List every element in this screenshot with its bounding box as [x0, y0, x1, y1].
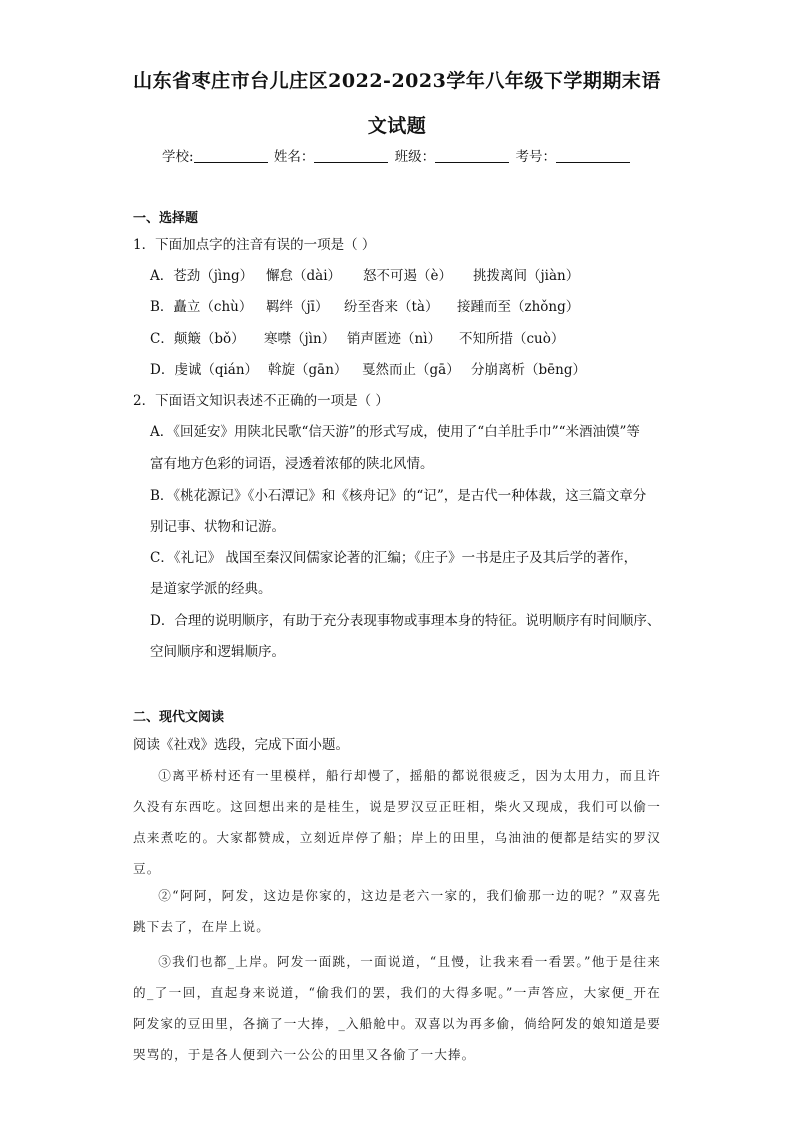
number-label: 考号：	[515, 149, 556, 165]
name-label: 姓名：	[273, 149, 315, 165]
q1-option-b[interactable]: B．矗立（chù） 羁绊（jī） 纷至沓来（tà） 接踵而至（zhǒng）	[150, 299, 580, 315]
q2-option-c-cont: 是道家学派的经典。	[150, 581, 272, 597]
section-heading-choice: 一、选择题	[133, 211, 199, 226]
q2-option-a-cont: 富有地方色彩的词语，浸透着浓郁的陕北风情。	[150, 456, 434, 472]
q2-option-a[interactable]: A．《回延安》用陕北民歌“信天游”的形式写成，使用了“白羊肚手巾”“米酒油馍”等	[150, 424, 640, 440]
q1-option-a[interactable]: A．苍劲（jìng） 懈怠（dài） 怒不可遏（è） 挑拨离间（jiàn）	[150, 268, 580, 284]
q2-option-d-cont: 空间顺序和逻辑顺序。	[150, 644, 285, 660]
q2-option-c[interactable]: C．《礼记》 战国至秦汉间儒家论著的汇编；《庄子》一书是庄子及其后学的著作，	[150, 550, 638, 566]
class-blank[interactable]	[435, 148, 509, 163]
q1-option-d[interactable]: D．虔诚（qián） 斡旋（gān） 戛然而止（gā） 分崩离析（bēng）	[150, 362, 586, 378]
exam-title-line2: 文试题	[367, 115, 427, 137]
q2-option-b-cont: 别记事、状物和记游。	[150, 519, 285, 535]
q1-option-c[interactable]: C．颠簸（bǒ） 寒噤（jìn） 销声匿迹（nì） 不知所措（cuò）	[150, 331, 565, 347]
passage-paragraph-2: ②“阿阿，阿发，这边是你家的，这边是老六一家的，我们偷那一边的呢？”双喜先跳下去了，在岸上说。	[133, 888, 661, 934]
reading-intro: 阅读《社戏》选段，完成下面小题。	[133, 737, 349, 753]
exam-title-line1: 山东省枣庄市台儿庄区2022-2023学年八年级下学期期末语	[133, 70, 661, 92]
q2-option-d[interactable]: D．合理的说明顺序，有助于充分表现事物或事理本身的特征。说明顺序有时间顺序、	[150, 613, 661, 629]
question-2-stem: 2．下面语文知识表述不正确的一项是（ ）	[133, 393, 389, 409]
class-label: 班级：	[394, 149, 436, 165]
student-info-row	[0, 145, 794, 165]
passage-paragraph-1: ①离平桥村还有一里模样，船行却慢了，摇船的都说很疲乏，因为太用力，而且许久没有东西吃。这回想出来的是桂生，说是罗汉豆正旺相，柴火又现成，我们可以偷一点来煮吃的。大家都赞成，立刻近岸停了船；岸上的田里，乌油油的便都是结实的罗汉豆。	[133, 768, 661, 876]
number-blank[interactable]	[556, 148, 630, 163]
question-1-stem: 1．下面加点字的注音有误的一项是（ ）	[133, 237, 376, 253]
name-blank[interactable]	[314, 148, 388, 163]
school-label: 学校:	[162, 149, 194, 165]
passage-paragraph-3: ③我们也都_上岸。阿发一面跳，一面说道，“且慢，让我来看一看罢。”他于是往来的_了一回，直起身来说道，“偷我们的罢，我们的大得多呢。”一声答应，大家便_开在阿发家的豆田里，各摘了一大捧，_入船舱中。双喜以为再多偷，倘给阿发的娘知道是要哭骂的，于是各人便到六一公公的田里又各偷了一大捧。	[133, 954, 661, 1062]
section-heading-reading: 二、现代文阅读	[133, 710, 225, 725]
q2-option-b[interactable]: B．《桃花源记》《小石潭记》和《核舟记》的“记”，是古代一种体裁，这三篇文章分	[150, 488, 647, 504]
school-blank[interactable]	[194, 148, 268, 163]
